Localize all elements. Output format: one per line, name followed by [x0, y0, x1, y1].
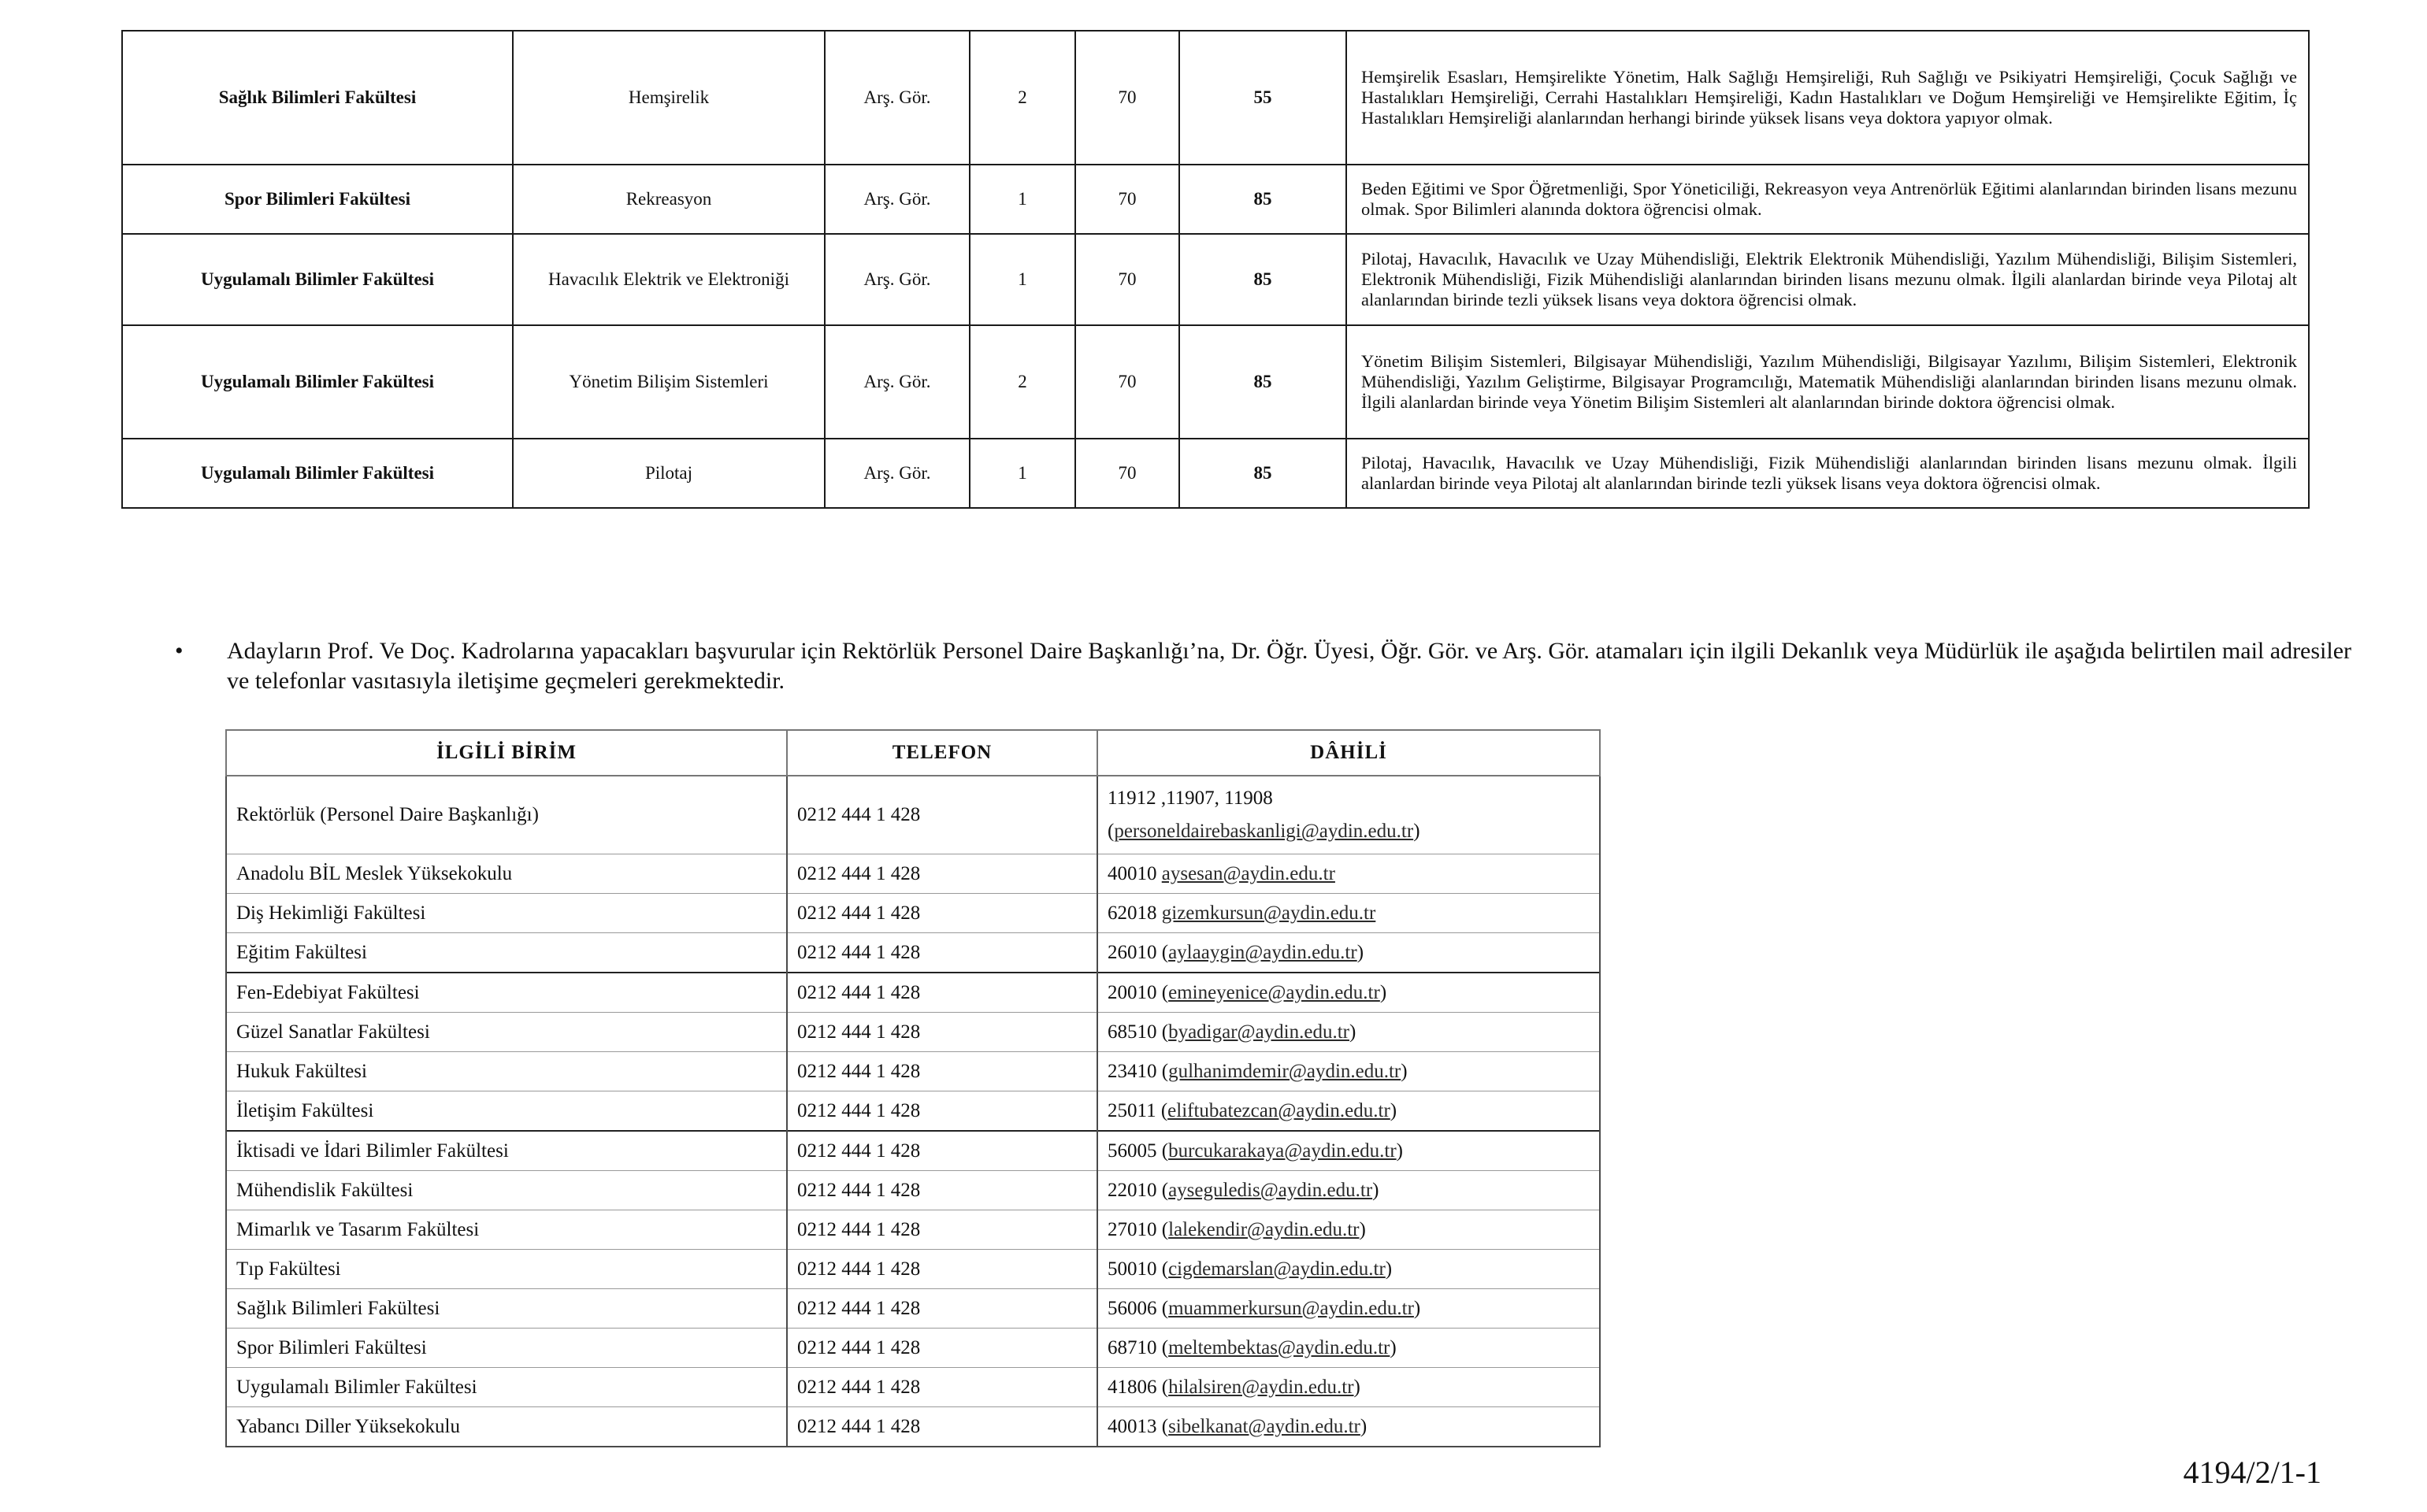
count-cell: 1	[970, 165, 1075, 234]
contact-unit: Hukuk Fakültesi	[226, 1052, 787, 1091]
contact-email-link[interactable]: burcukarakaya@aydin.edu.tr	[1168, 1140, 1397, 1162]
contact-email-link[interactable]: aylaaygin@aydin.edu.tr	[1168, 941, 1357, 963]
contact-phone: 0212 444 1 428	[787, 1091, 1097, 1132]
contact-ext: 68510	[1108, 1021, 1157, 1043]
count-cell: 2	[970, 31, 1075, 165]
contact-unit: İletişim Fakültesi	[226, 1091, 787, 1132]
contact-email-link[interactable]: hilalsiren@aydin.edu.tr	[1168, 1376, 1354, 1398]
contacts-row	[226, 1171, 1600, 1210]
contacts-row	[226, 1289, 1600, 1329]
contact-ext-cell: 20010 (emineyenice@aydin.edu.tr)	[1097, 973, 1600, 1013]
contact-unit: İktisadi ve İdari Bilimler Fakültesi	[226, 1131, 787, 1171]
contact-phone: 0212 444 1 428	[787, 933, 1097, 973]
faculty-cell: Uygulamalı Bilimler Fakültesi	[122, 439, 513, 508]
positions-table-body	[122, 31, 2309, 508]
contact-ext-cell: 41806 (hilalsiren@aydin.edu.tr)	[1097, 1368, 1600, 1407]
contact-unit: Mühendislik Fakültesi	[226, 1171, 787, 1210]
score-min-cell: 85	[1179, 165, 1346, 234]
contact-email-wrap: (personeldairebaskanligi@aydin.edu.tr)	[1108, 821, 1420, 842]
title-cell: Arş. Gör.	[825, 325, 970, 439]
contact-ext: 20010	[1108, 981, 1157, 1003]
contact-ext-cell: 23410 (gulhanimdemir@aydin.edu.tr)	[1097, 1052, 1600, 1091]
contacts-row	[226, 933, 1600, 973]
contacts-header-row	[226, 730, 1600, 776]
contact-phone: 0212 444 1 428	[787, 1013, 1097, 1052]
contact-phone: 0212 444 1 428	[787, 894, 1097, 933]
requirements-cell: Hemşirelik Esasları, Hemşirelikte Yönetim, Halk Sağlığı Hemşireliği, Ruh Sağlığı ve Psikiyatri Hemşireliği, Çocuk Sağlığı ve Hastalıkları Hemşireliği, Cerrahi Hastalıkları Hemşireliği, Kadın Hastalıkları ve Doğum Hemşireliği ve Hemşirelikte Eğitim, İç Hastalıkları Hemşireliği alanlarından herhangi birinde yüksek lisans veya doktora yapıyor olmak.	[1346, 31, 2309, 165]
score-cell: 70	[1075, 31, 1179, 165]
department-cell: Hemşirelik	[513, 31, 825, 165]
contact-unit: Diş Hekimliği Fakültesi	[226, 894, 787, 933]
department-cell: Havacılık Elektrik ve Elektroniği	[513, 234, 825, 325]
contacts-row	[226, 854, 1600, 894]
requirements-cell: Yönetim Bilişim Sistemleri, Bilgisayar Mühendisliği, Yazılım Mühendisliği, Bilgisayar Yazılımı, Bilişim Sistemleri, Elektronik Mühendisliği, Yazılım Geliştirme, Bilgisayar Programcılığı, Matematik Mühendisliği alanlarından birinden lisans mezunu olmak. İlgili alanlardan birinde veya Yönetim Bilişim Sistemleri alt alanlarından birinde doktora öğrencisi olmak.	[1346, 325, 2309, 439]
contact-ext-cell	[1097, 776, 1600, 854]
faculty-cell: Uygulamalı Bilimler Fakültesi	[122, 325, 513, 439]
header-unit: İLGİLİ BİRİM	[226, 730, 787, 776]
contact-email-link[interactable]: eliftubatezcan@aydin.edu.tr	[1167, 1099, 1390, 1121]
header-ext: DÂHİLİ	[1097, 730, 1600, 776]
contact-ext: 62018	[1108, 902, 1157, 924]
contact-phone: 0212 444 1 428	[787, 973, 1097, 1013]
note-text: Adayların Prof. Ve Doç. Kadrolarına yapacakları başvurular için Rektörlük Personel Daire Başkanlığı’na, Dr. Öğr. Üyesi, Öğr. Gör. ve Arş. Gör. atamaları için ilgili Dekanlık veya Müdürlük ile aşağıda belirtilen mail adresiler ve telefonlar vasıtasıyla iletişime geçmeleri gerekmektedir.	[227, 638, 2352, 694]
header-phone: TELEFON	[787, 730, 1097, 776]
contacts-row	[226, 1407, 1600, 1447]
score-min-cell: 85	[1179, 325, 1346, 439]
requirements-cell: Pilotaj, Havacılık, Havacılık ve Uzay Mühendisliği, Elektrik Elektronik Mühendisliği, Yazılım Mühendisliği, Bilişim Sistemleri, Elektronik Mühendisliği, Fizik Mühendisliği alanlarından birinden lisans mezunu olmak. İlgili alanlardan birinde veya Pilotaj alt alanlarından birinde tezli yüksek lisans veya doktora öğrencisi olmak.	[1346, 234, 2309, 325]
contact-ext: 26010	[1108, 941, 1157, 963]
contact-unit: Yabancı Diller Yüksekokulu	[226, 1407, 787, 1447]
contact-unit: Güzel Sanatlar Fakültesi	[226, 1013, 787, 1052]
contact-phone: 0212 444 1 428	[787, 1289, 1097, 1329]
contact-phone: 0212 444 1 428	[787, 1250, 1097, 1289]
contacts-row	[226, 1013, 1600, 1052]
contact-unit: Fen-Edebiyat Fakültesi	[226, 973, 787, 1013]
contact-unit: Anadolu BİL Meslek Yüksekokulu	[226, 854, 787, 894]
contact-ext-cell: 56005 (burcukarakaya@aydin.edu.tr)	[1097, 1131, 1600, 1171]
contact-email-link[interactable]: emineyenice@aydin.edu.tr	[1168, 981, 1380, 1003]
contact-phone: 0212 444 1 428	[787, 854, 1097, 894]
contact-unit: Spor Bilimleri Fakültesi	[226, 1329, 787, 1368]
contacts-row	[226, 1131, 1600, 1171]
contact-email-link[interactable]: sibelkanat@aydin.edu.tr	[1168, 1415, 1360, 1437]
bullet-icon: •	[175, 638, 184, 664]
department-cell: Rekreasyon	[513, 165, 825, 234]
contacts-row	[226, 1210, 1600, 1250]
position-row	[122, 165, 2309, 234]
contact-phone: 0212 444 1 428	[787, 1329, 1097, 1368]
department-cell: Pilotaj	[513, 439, 825, 508]
contact-unit: Eğitim Fakültesi	[226, 933, 787, 973]
contact-email-link[interactable]: ayseguledis@aydin.edu.tr	[1168, 1179, 1373, 1201]
score-min-cell: 85	[1179, 234, 1346, 325]
count-cell: 1	[970, 439, 1075, 508]
contacts-row	[226, 1368, 1600, 1407]
contacts-row	[226, 973, 1600, 1013]
contact-ext: 25011	[1108, 1099, 1156, 1121]
contacts-row-rectorate	[226, 776, 1600, 854]
department-cell: Yönetim Bilişim Sistemleri	[513, 325, 825, 439]
title-cell: Arş. Gör.	[825, 439, 970, 508]
contact-ext: 68710	[1108, 1336, 1157, 1358]
contact-email-link[interactable]: aysesan@aydin.edu.tr	[1161, 862, 1335, 884]
contacts-row	[226, 1250, 1600, 1289]
contact-ext-cell	[1097, 894, 1600, 933]
requirements-cell: Beden Eğitimi ve Spor Öğretmenliği, Spor Yöneticiliği, Rekreasyon veya Antrenörlük Eğitimi alanlarından birinden lisans mezunu olmak. Spor Bilimleri alanında doktora öğrencisi olmak.	[1346, 165, 2309, 234]
page-number: 4194/2/1-1	[2183, 1455, 2321, 1490]
score-min-cell: 55	[1179, 31, 1346, 165]
contacts-row	[226, 894, 1600, 933]
contact-email-link[interactable]: byadigar@aydin.edu.tr	[1168, 1021, 1349, 1043]
contact-phone: 0212 444 1 428	[787, 776, 1097, 854]
contact-ext-cell: 22010 (ayseguledis@aydin.edu.tr)	[1097, 1171, 1600, 1210]
contact-email-link[interactable]: lalekendir@aydin.edu.tr	[1168, 1218, 1360, 1240]
contact-ext-cell: 50010 (cigdemarslan@aydin.edu.tr)	[1097, 1250, 1600, 1289]
contact-ext: 50010	[1108, 1258, 1157, 1280]
contact-ext-cell: 27010 (lalekendir@aydin.edu.tr)	[1097, 1210, 1600, 1250]
position-row	[122, 234, 2309, 325]
contact-ext-cell: 68510 (byadigar@aydin.edu.tr)	[1097, 1013, 1600, 1052]
contact-email-link[interactable]: personeldairebaskanligi@aydin.edu.tr	[1114, 821, 1414, 842]
contact-phone: 0212 444 1 428	[787, 1368, 1097, 1407]
contact-ext: 56006	[1108, 1297, 1157, 1319]
title-cell: Arş. Gör.	[825, 234, 970, 325]
contacts-row	[226, 1052, 1600, 1091]
position-row	[122, 439, 2309, 508]
contact-email-link[interactable]: meltembektas@aydin.edu.tr	[1168, 1336, 1390, 1358]
score-cell: 70	[1075, 165, 1179, 234]
position-row	[122, 31, 2309, 165]
score-min-cell: 85	[1179, 439, 1346, 508]
contacts-table-body	[226, 776, 1600, 1447]
contact-unit: Uygulamalı Bilimler Fakültesi	[226, 1368, 787, 1407]
contact-ext-cell: 56006 (muammerkursun@aydin.edu.tr)	[1097, 1289, 1600, 1329]
contact-phone: 0212 444 1 428	[787, 1171, 1097, 1210]
position-row	[122, 325, 2309, 439]
score-cell: 70	[1075, 439, 1179, 508]
contact-ext: 23410	[1108, 1060, 1157, 1082]
contacts-row	[226, 1091, 1600, 1132]
contact-unit: Sağlık Bilimleri Fakültesi	[226, 1289, 787, 1329]
contact-instruction-note	[164, 636, 2369, 696]
positions-table	[121, 30, 2310, 509]
title-cell: Arş. Gör.	[825, 165, 970, 234]
score-cell: 70	[1075, 234, 1179, 325]
contact-email-link[interactable]: cigdemarslan@aydin.edu.tr	[1168, 1258, 1386, 1280]
contact-ext: 56005	[1108, 1140, 1157, 1162]
contact-ext-cell: 40013 (sibelkanat@aydin.edu.tr)	[1097, 1407, 1600, 1447]
contact-ext: 41806	[1108, 1376, 1157, 1398]
faculty-cell: Uygulamalı Bilimler Fakültesi	[122, 234, 513, 325]
contacts-row	[226, 1329, 1600, 1368]
contact-unit: Mimarlık ve Tasarım Fakültesi	[226, 1210, 787, 1250]
contact-ext-cell	[1097, 854, 1600, 894]
score-cell: 70	[1075, 325, 1179, 439]
count-cell: 2	[970, 325, 1075, 439]
contact-ext: 11912 ,11907, 11908	[1108, 788, 1273, 809]
contact-email-link[interactable]: gulhanimdemir@aydin.edu.tr	[1168, 1060, 1401, 1082]
faculty-cell: Sağlık Bilimleri Fakültesi	[122, 31, 513, 165]
contact-phone: 0212 444 1 428	[787, 1052, 1097, 1091]
contact-phone: 0212 444 1 428	[787, 1131, 1097, 1171]
contact-ext: 27010	[1108, 1218, 1157, 1240]
contact-ext: 22010	[1108, 1179, 1157, 1201]
contact-ext-cell: 25011 (eliftubatezcan@aydin.edu.tr)	[1097, 1091, 1600, 1132]
contact-email-link[interactable]: muammerkursun@aydin.edu.tr	[1168, 1297, 1414, 1319]
contact-phone: 0212 444 1 428	[787, 1407, 1097, 1447]
faculty-cell: Spor Bilimleri Fakültesi	[122, 165, 513, 234]
contact-ext: 40010	[1108, 862, 1157, 884]
title-cell: Arş. Gör.	[825, 31, 970, 165]
contact-unit: Tıp Fakültesi	[226, 1250, 787, 1289]
contact-phone: 0212 444 1 428	[787, 1210, 1097, 1250]
contacts-table	[225, 729, 1601, 1447]
contact-unit: Rektörlük (Personel Daire Başkanlığı)	[226, 776, 787, 854]
contact-ext-cell: 26010 (aylaaygin@aydin.edu.tr)	[1097, 933, 1600, 973]
contact-email-link[interactable]: gizemkursun@aydin.edu.tr	[1161, 902, 1376, 924]
requirements-cell: Pilotaj, Havacılık, Havacılık ve Uzay Mühendisliği, Fizik Mühendisliği alanlarından birinden lisans mezunu olmak. İlgili alanlardan birinde veya Pilotaj alt alanlarından birinde tezli yüksek lisans veya doktora öğrencisi olmak.	[1346, 439, 2309, 508]
count-cell: 1	[970, 234, 1075, 325]
contact-ext: 40013	[1108, 1415, 1157, 1437]
contact-ext-cell: 68710 (meltembektas@aydin.edu.tr)	[1097, 1329, 1600, 1368]
